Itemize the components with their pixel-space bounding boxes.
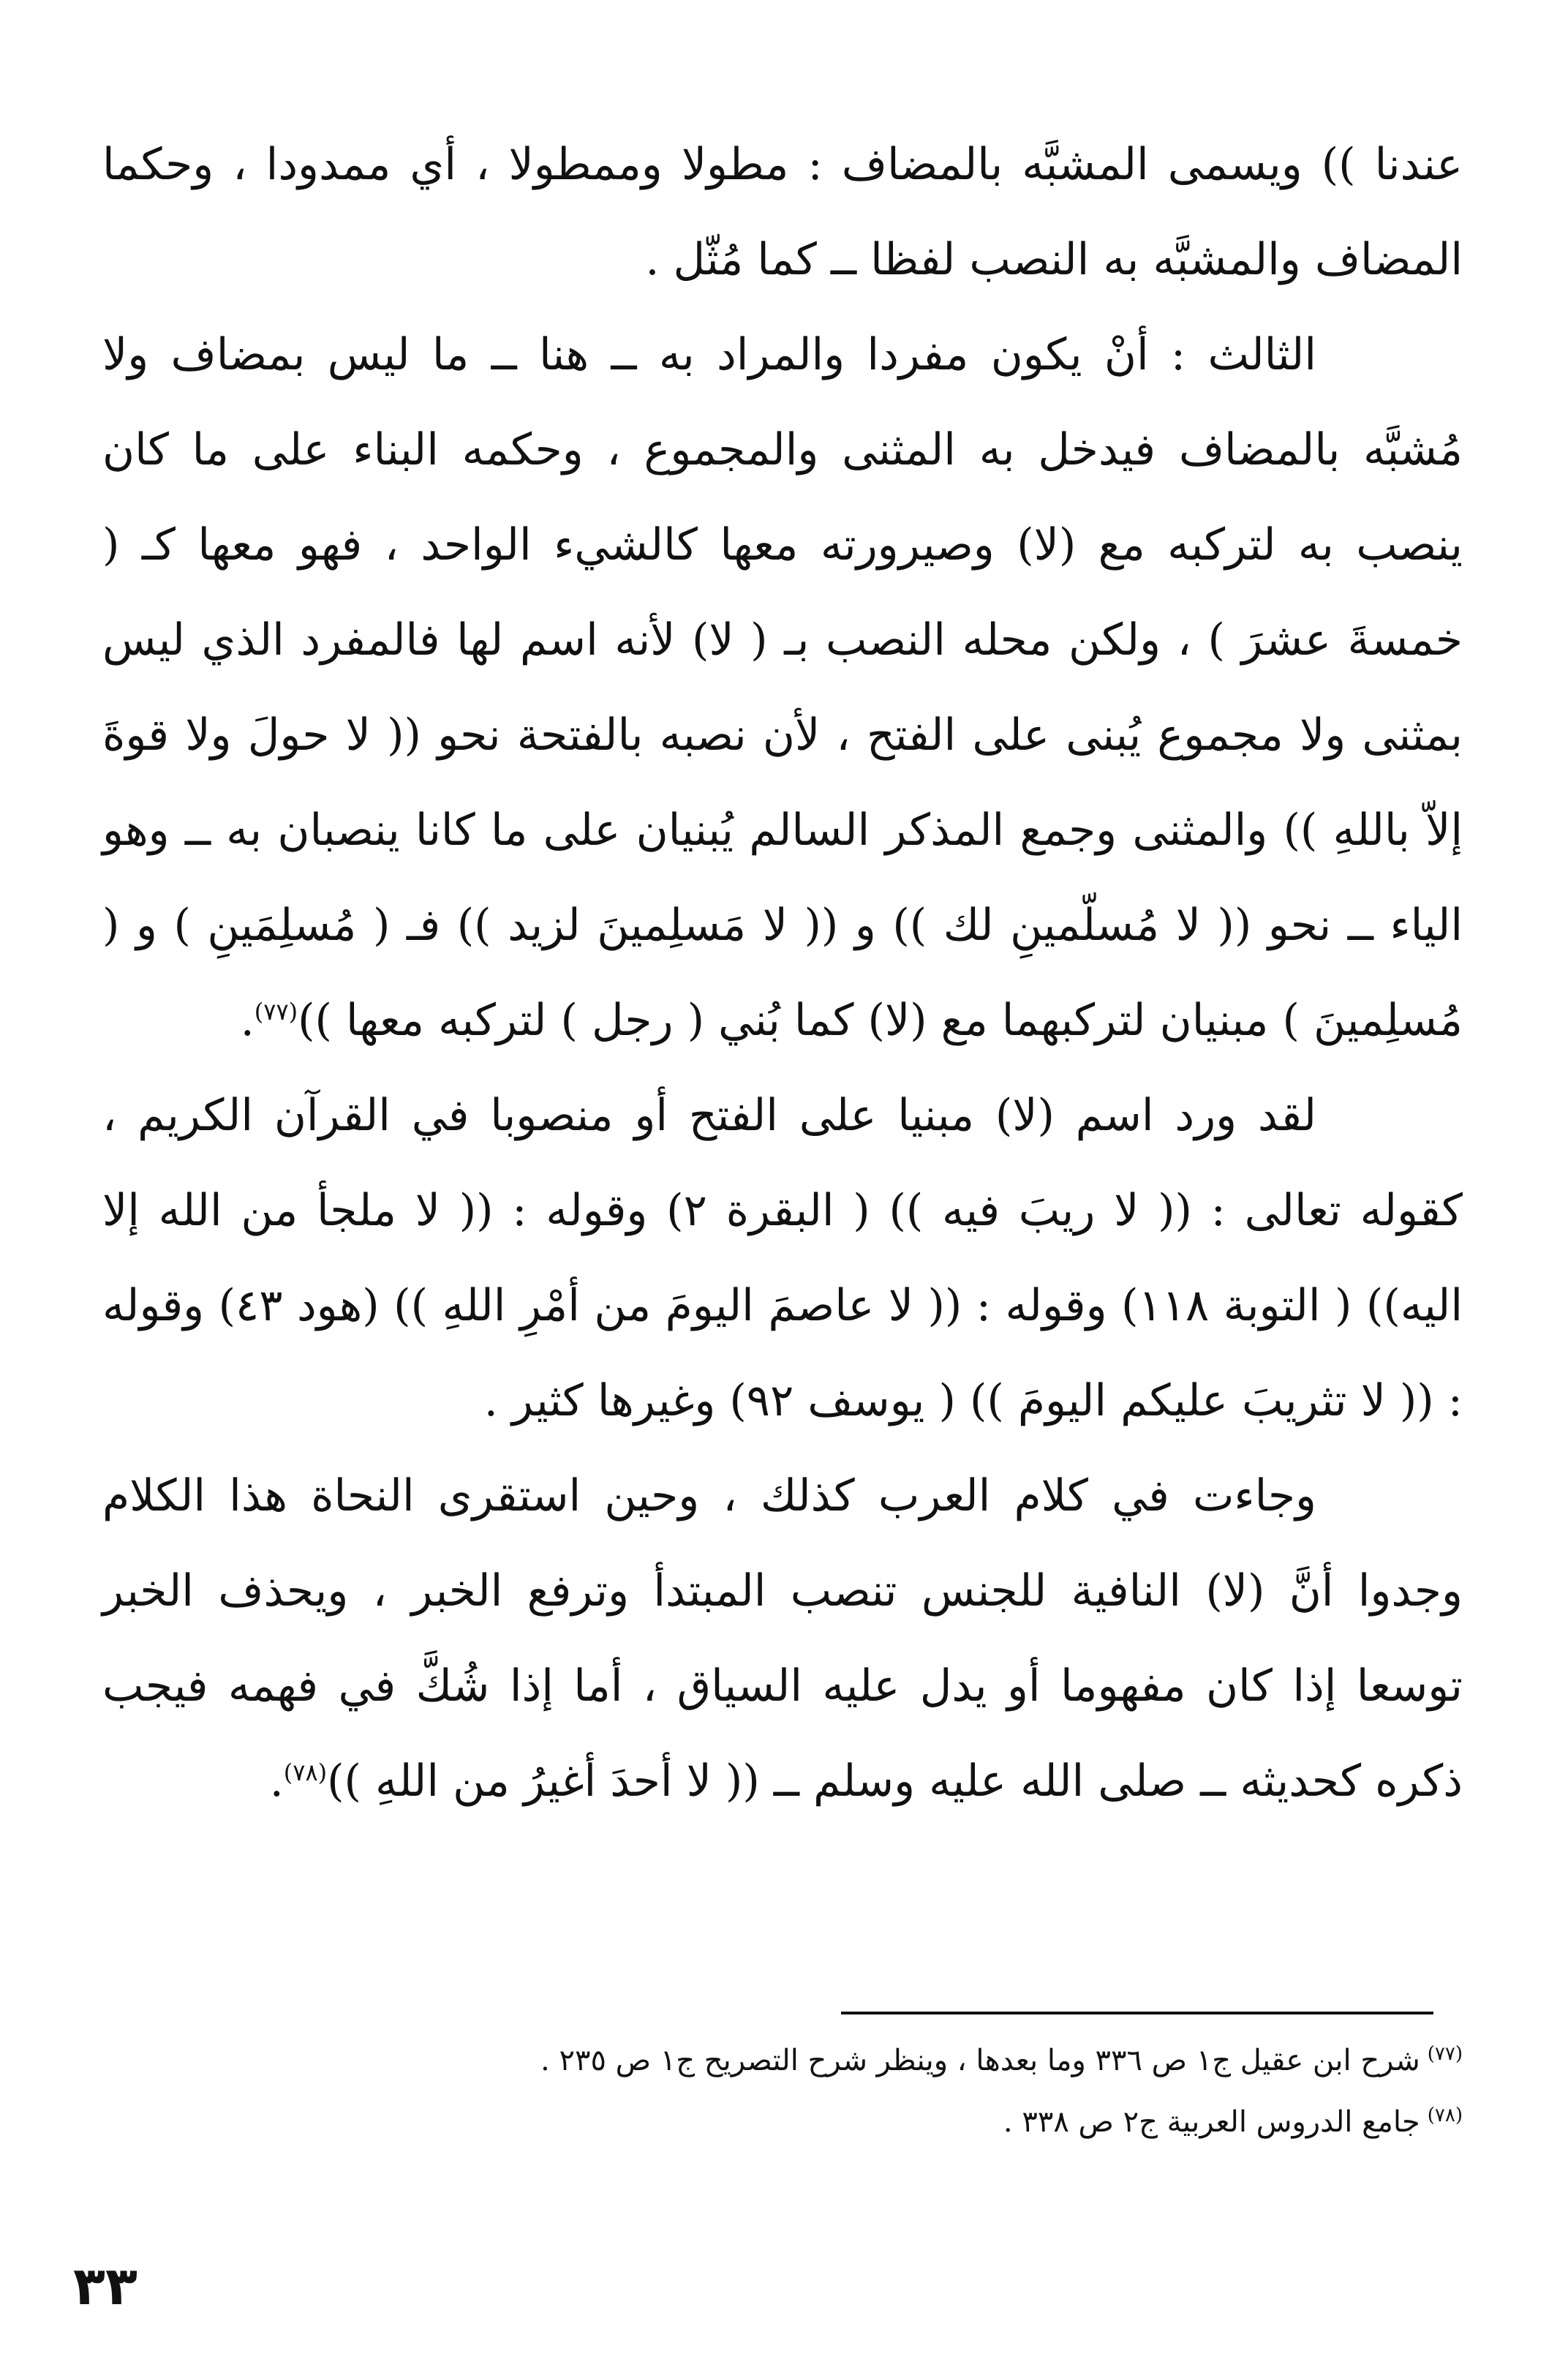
- footnote-78-text: جامع الدروس العربية ج٢ ص ٣٣٨ .: [1003, 2105, 1420, 2139]
- footnote-ref-77: (٧٧): [254, 998, 298, 1026]
- paragraph-3: [102, 1068, 1463, 1448]
- footnote-77-text: شرح ابن عقيل ج١ ص ٣٣٦ وما بعدها ، وينظر شرح التصريح ج١ ص ٢٣٥ .: [540, 2044, 1420, 2077]
- paragraph-1-text: عندنا )) ويسمى المشبَّه بالمضاف : مطولا وممطولا ، أي ممدودا ، وحكما المضاف والمشبَّه به النصب لفظا ــ كما مُثّل .: [102, 139, 1463, 285]
- footnotes: [102, 2030, 1463, 2153]
- footnote-77: [102, 2030, 1463, 2091]
- main-text: [102, 117, 1463, 1829]
- footnote-separator: [841, 2012, 1433, 2014]
- paragraph-2-text: الثالث : أنْ يكون مفردا والمراد به ــ هنا ــ ما ليس بمضاف ولا مُشبَّه بالمضاف فيدخل به المثنى والمجموع ، وحكمه البناء على ما كان ينصب به لتركبه مع (لا) وصيرورته معها كالشيء الواحد ، فهو معها كـ ( خمسةَ عشرَ ) ، ولكن محله النصب بـ ( لا) لأنه اسم لها فالمفرد الذي ليس بمثنى ولا مجموع يُبنى على الفتح ، لأن نصبه بالفتحة نحو (( لا حولَ ولا قوةَ إلاّ باللهِ )) والمثنى وجمع المذكر السالم يُبنيان على ما كانا ينصبان به ــ وهو الياء ــ نحو (( لا مُسلّمينِ لك )) و (( لا مَسلِمينَ لزيد )) فـ ( مُسلِمَينِ ) و ( مُسلِمينَ ) مبنيان لتركبهما مع (لا) كما بُني ( رجل ) لتركبه معها )): [102, 329, 1463, 1046]
- footnote-78: [102, 2091, 1463, 2153]
- footnote-78-mark: (٧٨): [1427, 2104, 1463, 2126]
- paragraph-3-text: لقد ورد اسم (لا) مبنيا على الفتح أو منصوبا في القرآن الكريم ، كقوله تعالى : (( لا ريبَ فيه )) ( البقرة ٢) وقوله : (( لا ملجأ من الله إلا اليه)) ( التوبة ١١٨) وقوله : (( لا عاصمَ اليومَ من أمْرِ اللهِ )) (هود ٤٣) وقوله : (( لا تثريبَ عليكم اليومَ )) ( يوسف ٩٢) وغيرها كثير .: [102, 1090, 1463, 1426]
- footnote-77-mark: (٧٧): [1427, 2042, 1463, 2065]
- page-number: ٣٣: [73, 2255, 137, 2317]
- paragraph-4-text: وجاءت في كلام العرب كذلك ، وحين استقرى النحاة هذا الكلام وجدوا أنَّ (لا) النافية للجنس تنصب المبتدأ وترفع الخبر ، ويحذف الخبر توسعا إذا كان مفهوما أو يدل عليه السياق ، أما إذا شُكَّ في فهمه فيجب ذكره كحديثه ــ صلى الله عليه وسلم ــ (( لا أحدَ أغيرُ من اللهِ )): [102, 1470, 1463, 1807]
- paragraph-2: الثالث : أنْ يكون مفردا والمراد به ــ هنا ــ ما ليس بمضاف ولا مُشبَّه بالمضاف فيدخل به المثنى والمجموع ، وحكمه البناء على ما كان ينصب به لتركبه مع (لا) وصيرورته معها كالشيء الواحد ، فهو معها كـ ( خمسةَ عشرَ ) ، ولكن محله النصب بـ ( لا) لأنه اسم لها فالمفرد الذي ليس بمثنى ولا مجموع يُبنى على الفتح ، لأن نصبه بالفتحة نحو (( لا حولَ ولا قوةَ إلاّ باللهِ )) والمثنى وجمع المذكر السالم يُبنيان على ما كانا ينصبان به ــ وهو الياء ــ نحو (( لا مُسلّمينِ لك )) و (( لا مَسلِمينَ لزيد )) فـ ( مُسلِمَينِ ) و ( مُسلِمينَ ) مبنيان لتركبهما مع (لا) كما بُني ( رجل ) لتركبه معها ))$^{(٧٧)}$.: [102, 329, 1463, 1046]
- paragraph-1: [102, 117, 1463, 307]
- paragraph-4: وجاءت في كلام العرب كذلك ، وحين استقرى النحاة هذا الكلام وجدوا أنَّ (لا) النافية للجنس تنصب المبتدأ وترفع الخبر ، ويحذف الخبر توسعا إذا كان مفهوما أو يدل عليه السياق ، أما إذا شُكَّ في فهمه فيجب ذكره كحديثه ــ صلى الله عليه وسلم ــ (( لا أحدَ أغيرُ من اللهِ ))$^{(٧٨)}$.: [102, 1470, 1463, 1807]
- footnote-ref-78: (٧٨): [283, 1758, 328, 1786]
